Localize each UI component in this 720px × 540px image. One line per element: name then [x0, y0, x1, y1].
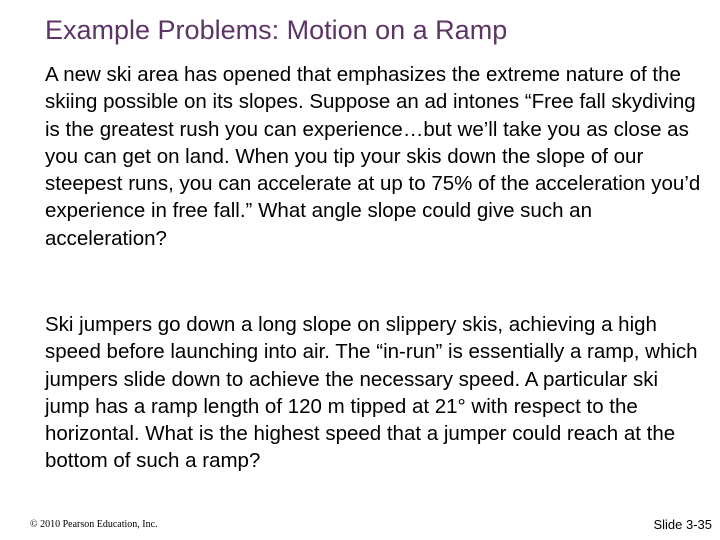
slide-number: Slide 3-35	[653, 517, 712, 532]
copyright-notice: © 2010 Pearson Education, Inc.	[30, 519, 158, 530]
problem-2-text: Ski jumpers go down a long slope on slippery skis, achieving a high speed before launching into air. The “in-run” is essentially a ramp, which jumpers slide down to achieve the necessary speed. A particular ski jump has a ramp length of 120 m tipped at 21° with respect to the horizontal. What is the highest speed that a jumper could reach at the bottom of such a ramp?	[45, 313, 698, 473]
slide-title: Example Problems: Motion on a Ramp	[45, 15, 508, 45]
problem-1-text: A new ski area has opened that emphasizes the extreme nature of the skiing possible on its slopes. Suppose an ad intones “Free fall skydiving is the greatest rush you can experience…but we’ll take you as close as you can get on land. When you tip your skis down the slope of our steepest runs, you can accelerate at up to 75% of the acceleration you’d experience in free fall.” What angle slope could give such an acceleration?	[45, 63, 701, 250]
